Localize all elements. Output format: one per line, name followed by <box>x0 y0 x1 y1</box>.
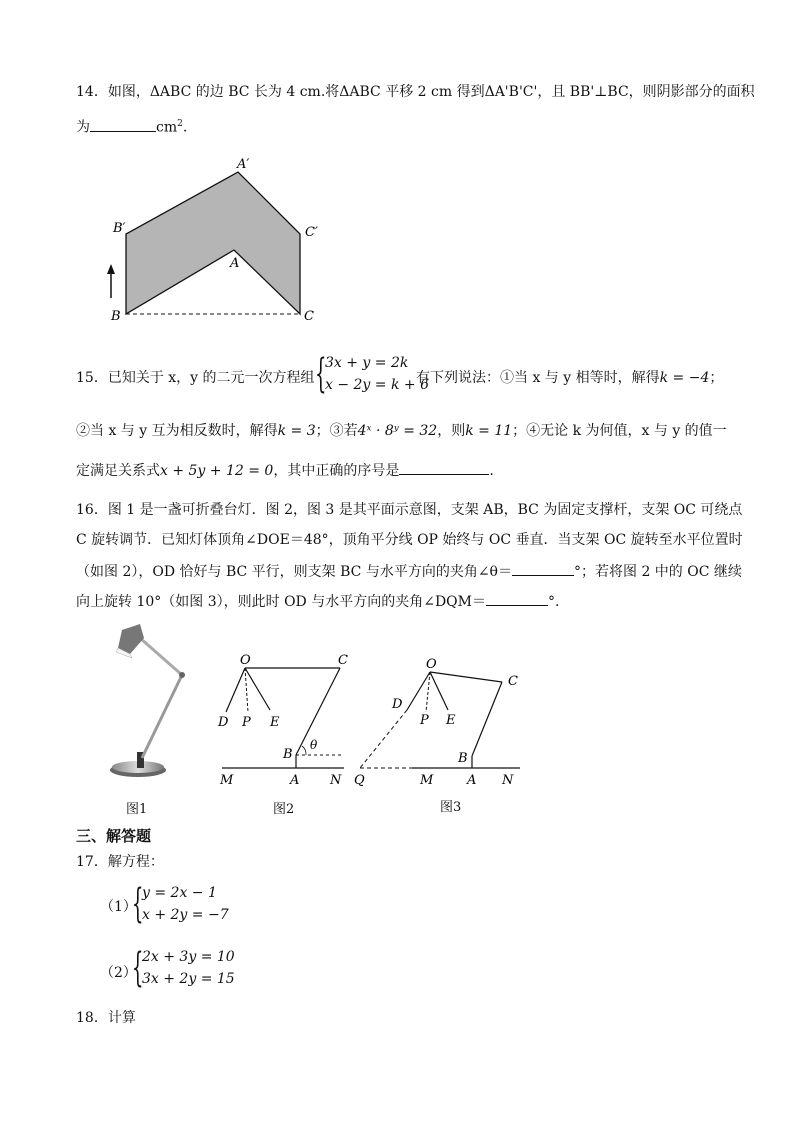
svg-text:M: M <box>220 773 234 788</box>
svg-text:E: E <box>446 713 456 728</box>
brace-icon: { <box>315 351 327 397</box>
q16-line4: 向上旋转 10°（如图 3），则此时 OD 与水平方向的夹角∠DQM＝ °. <box>76 591 559 612</box>
q14-answer-blank[interactable] <box>90 117 156 132</box>
label-a1: A′ <box>237 157 250 172</box>
q17-part2-label: （2） <box>100 965 137 981</box>
q14-line2: 为 $cm^2$. <box>76 114 187 138</box>
q14-figure <box>100 150 340 330</box>
svg-text:Q: Q <box>354 773 365 788</box>
figure-2 <box>212 650 357 790</box>
lamp-lower-arm <box>142 675 182 758</box>
segment-oe <box>245 668 270 710</box>
segment-dq <box>360 710 407 768</box>
svg-text:O: O <box>240 653 251 668</box>
svg-text:D: D <box>392 697 403 712</box>
q17-part1-label: （1） <box>100 899 137 915</box>
svg-text:P: P <box>242 715 251 730</box>
segment-bc <box>472 682 502 756</box>
label-c: C <box>304 309 314 324</box>
svg-text:E: E <box>270 715 280 730</box>
svg-text:N: N <box>330 773 342 788</box>
label-b: B <box>111 309 121 324</box>
label-b1: B′ <box>113 221 126 236</box>
q16-angle-blank[interactable] <box>486 591 548 606</box>
q17-title: 17．解方程： <box>76 854 164 870</box>
svg-text:C: C <box>508 674 518 689</box>
q16-line3: （如图 2），OD 恰好与 BC 平行，则支架 BC 与水平方向的夹角∠θ＝ °；若将图 2 中的 OC 继续 <box>76 561 742 582</box>
up-arrow-icon <box>107 264 115 274</box>
q15-line1-rest: 有下列说法：①当 x 与 y 相等时，解得k = −4； <box>416 370 724 386</box>
q15-line3: 定满足关系式x + 5y + 12 = 0，其中正确的序号是 . <box>76 460 494 481</box>
q15-line1: 15．已知关于 x，y 的二元一次方程组 <box>76 370 315 386</box>
q14-line1: 14．如图，ΔABC 的边 BC 长为 4 cm.将ΔABC 平移 2 cm 得到ΔA'B'C'，且 BB'⊥BC，则阴影部分的面积 <box>76 84 755 100</box>
shaded-region <box>126 172 300 314</box>
caption-fig2: 图2 <box>273 802 295 817</box>
svg-text:P: P <box>420 713 429 728</box>
segment-od <box>226 668 245 712</box>
q16-line2: C 旋转调节．已知灯体顶角∠DOE＝48°，顶角平分线 OP 始终与 OC 垂直．当支架 OC 旋转至水平位置时 <box>76 532 743 548</box>
figure-3 <box>350 650 530 790</box>
label-c1: C′ <box>305 225 318 240</box>
svg-text:O: O <box>426 657 437 672</box>
lamp-figure <box>100 620 200 785</box>
svg-text:N: N <box>502 773 514 788</box>
svg-text:M: M <box>420 773 434 788</box>
caption-fig1: 图1 <box>126 802 148 817</box>
q15-line2: ②当 x 与 y 互为相反数时，解得k = 3；③若4ˣ · 8ʸ = 32，则k = 11；④无论 k 为何值，x 与 y 的值一 <box>76 423 727 439</box>
svg-text:A: A <box>467 773 477 788</box>
q16-theta-blank[interactable] <box>512 561 574 576</box>
q16-line1: 16．图 1 是一盏可折叠台灯．图 2，图 3 是其平面示意图，支架 AB，BC 为固定支撑杆，支架 OC 可绕点 <box>76 502 743 518</box>
svg-text:A: A <box>290 773 300 788</box>
svg-text:C: C <box>338 653 348 668</box>
q18-title: 18．计算 <box>76 1010 136 1026</box>
brace-icon: { <box>132 945 144 991</box>
caption-fig3: 图3 <box>440 800 462 815</box>
svg-text:D: D <box>218 715 229 730</box>
section-title: 三、解答题 <box>76 827 152 845</box>
svg-text:θ: θ <box>310 738 318 752</box>
brace-icon: { <box>132 881 144 927</box>
q15-answer-blank[interactable] <box>399 460 489 475</box>
segment-bc <box>296 668 340 755</box>
segment-op <box>245 668 248 712</box>
label-a: A <box>230 256 240 271</box>
segment-oe <box>430 672 448 710</box>
lamp-upper-arm <box>140 638 182 675</box>
svg-text:B: B <box>283 747 293 762</box>
lamp-head <box>118 624 144 654</box>
svg-text:B: B <box>458 751 468 766</box>
segment-oc <box>430 672 502 682</box>
